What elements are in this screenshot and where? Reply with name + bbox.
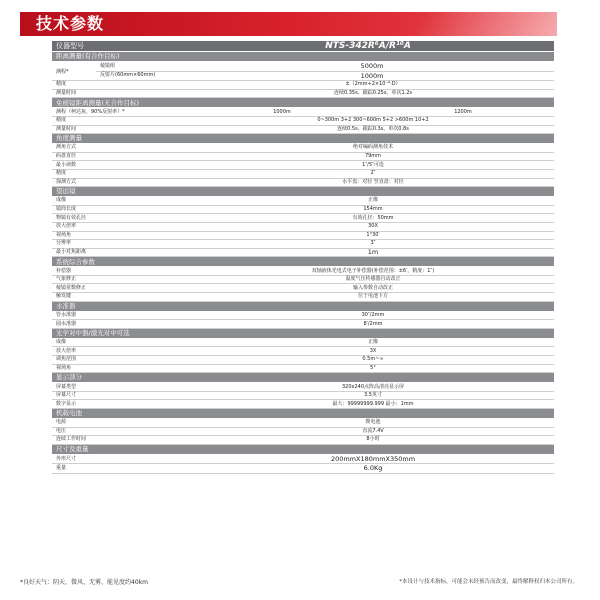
spec-label: 视场角 — [56, 231, 72, 238]
spec-value: 1m — [367, 248, 379, 257]
spec-value: 6.0Kg — [363, 464, 383, 473]
spec-label: 电源 — [56, 419, 67, 426]
spec-value: 1°30′ — [366, 231, 380, 238]
spec-label: 电压 — [56, 427, 67, 434]
spec-value: 连续0.35s、跟踪0.25s、单次1.2s — [333, 90, 413, 97]
spec-value: 有效孔径：50mm — [352, 214, 394, 221]
spec-value: 5000m — [360, 62, 384, 71]
section-header — [52, 187, 554, 197]
spec-value: 2″ — [370, 170, 376, 177]
section-title: 系统综合参数 — [56, 257, 95, 266]
spec-value: 8小时 — [366, 436, 380, 443]
spec-value: 3X — [369, 347, 377, 354]
section-header — [52, 445, 554, 455]
model-label: 仪器型号 — [56, 41, 84, 50]
spec-value: 水平盘：对径 竖直盘：对径 — [342, 178, 404, 185]
spec-label: 触发键 — [56, 293, 72, 300]
spec-row — [52, 153, 554, 162]
spec-label: 外形尺寸 — [56, 455, 77, 462]
spec-label: 成像 — [56, 339, 67, 346]
spec-sublabel: 棱镜组 — [100, 62, 116, 69]
model-header-row — [52, 41, 554, 52]
spec-row — [52, 365, 554, 374]
spec-value: 8′/2mm — [363, 320, 383, 327]
section-title: 角度测量 — [56, 134, 82, 143]
spec-row — [52, 249, 554, 258]
spec-row — [52, 356, 554, 365]
spec-row — [52, 161, 554, 170]
spec-row — [52, 108, 554, 117]
spec-row — [52, 436, 554, 445]
spec-row — [52, 320, 554, 329]
spec-value: 79mm — [364, 153, 382, 160]
spec-value: 正像 — [367, 197, 378, 204]
spec-value: 3″ — [370, 240, 376, 247]
spec-row — [52, 170, 554, 179]
spec-row — [52, 400, 554, 409]
spec-value: 温度气压传感器自动改正 — [345, 276, 401, 283]
spec-row — [96, 62, 554, 72]
section-title: 显示部分 — [56, 373, 82, 382]
spec-row — [52, 312, 554, 321]
spec-row — [52, 339, 554, 348]
spec-label: 视场角 — [56, 364, 72, 371]
spec-row — [52, 267, 554, 276]
spec-row — [52, 90, 554, 99]
spec-row — [52, 223, 554, 232]
spec-value: 直流7.4V — [362, 427, 384, 434]
spec-label: 测量时间 — [56, 90, 77, 97]
spec-value: 锂电池 — [365, 419, 381, 426]
spec-value: 双轴液体光电式电子补偿器(补偿范围：±6′，精度：1″) — [311, 267, 435, 274]
spec-row — [52, 293, 554, 302]
section-header — [52, 134, 554, 144]
spec-label: 调焦范围 — [56, 356, 77, 363]
spec-row — [52, 81, 554, 90]
section-header — [52, 329, 554, 339]
spec-value: 1″/5″可选 — [362, 161, 384, 168]
spec-row — [52, 179, 554, 188]
section-title: 尺寸及重量 — [56, 445, 89, 454]
spec-row — [52, 428, 554, 437]
section-title: 免棱镜距离测量(无合作目标) — [56, 98, 140, 107]
spec-value: 1200m — [454, 108, 472, 115]
spec-label: 物镜有效孔径 — [56, 214, 87, 221]
spec-row — [52, 284, 554, 293]
spec-label: 连续工作时间 — [56, 436, 87, 443]
spec-row — [52, 232, 554, 241]
spec-label: 屏幕尺寸 — [56, 392, 77, 399]
section-title: 光学对中器/激光对中可选 — [56, 329, 130, 338]
spec-value: 位于电池下方 — [357, 293, 388, 300]
section-header — [52, 409, 554, 419]
spec-value: ±（2mm+2×10⁻⁶·D） — [345, 81, 401, 88]
spec-value: 0.5m~∞ — [362, 356, 384, 363]
spec-value: 1000m — [360, 71, 384, 80]
spec-label: 屏幕类型 — [56, 383, 77, 390]
spec-label: 重量 — [56, 465, 67, 472]
range-label: 测程* — [52, 62, 96, 81]
section-header — [52, 52, 554, 62]
spec-label: 补偿器 — [56, 267, 72, 274]
spec-sublabel: 反射片(60mm×60mm) — [100, 72, 156, 79]
spec-value: 最大：99999999.999 最小：1mm — [332, 400, 414, 407]
spec-row — [52, 126, 554, 135]
section-header — [52, 98, 554, 108]
spec-row — [52, 206, 554, 215]
spec-label: 数字显示 — [56, 400, 77, 407]
section-header — [52, 373, 554, 383]
spec-value: 30″/2mm — [361, 311, 385, 318]
spec-label: 测程（柯达灰，90%反射率）* — [56, 108, 125, 115]
spec-label: 棱镜常数修正 — [56, 284, 87, 291]
spec-label: 精度 — [56, 117, 67, 124]
spec-row — [96, 72, 554, 82]
spec-label: 码盘直径 — [56, 153, 77, 160]
spec-value: 绝对编码测角技术 — [352, 144, 393, 151]
spec-row — [52, 144, 554, 153]
section-title: 望远镜 — [56, 187, 76, 196]
page-title: 技术参数 — [36, 14, 105, 33]
section-title: 水准器 — [56, 301, 76, 310]
spec-label: 测量时间 — [56, 125, 77, 132]
spec-row — [52, 347, 554, 356]
spec-value: 30X — [368, 223, 378, 230]
spec-label: 镜筒长度 — [56, 206, 77, 213]
spec-row — [52, 455, 554, 465]
spec-value: 正像 — [367, 339, 378, 346]
spec-label: 气象修正 — [56, 276, 77, 283]
spec-label: 管水准器 — [56, 311, 77, 318]
section-title: 机载电池 — [56, 409, 82, 418]
footnote-weather: *良好天气：阴天、微风、无雾、能见度约40km — [20, 579, 148, 586]
spec-value: 连续0.5s、跟踪0.3s、单次0.8s — [337, 125, 409, 132]
spec-label: 放大倍率 — [56, 347, 77, 354]
range-group — [52, 62, 554, 81]
spec-label: 探测方式 — [56, 178, 77, 185]
spec-label: 成像 — [56, 197, 67, 204]
spec-value: 5° — [370, 364, 376, 371]
spec-label: 圆水准器 — [56, 320, 77, 327]
spec-label: 最小读数 — [56, 161, 77, 168]
spec-label: 最小对焦距离 — [56, 248, 87, 255]
spec-value: 3.5英寸 — [364, 392, 382, 399]
title-banner — [20, 12, 557, 36]
spec-value: 320x240点阵高清亮显示屏 — [341, 383, 405, 390]
spec-row — [52, 197, 554, 206]
spec-row — [52, 392, 554, 401]
spec-row — [52, 419, 554, 428]
spec-row — [52, 383, 554, 392]
spec-value: 0~300m 3+2 300~600m 5+2 >600m 10+2 — [317, 117, 429, 124]
spec-row — [52, 117, 554, 126]
spec-value: 200mmX180mmX350mm — [330, 454, 416, 463]
spec-label: 精度 — [56, 81, 67, 88]
spec-label: 精度 — [56, 170, 67, 177]
spec-row — [52, 214, 554, 223]
spec-row — [52, 240, 554, 249]
footnote-disclaimer: *本设计与技术指标，可能会未经预告而改变，最终解释权归本公司所有。 — [399, 579, 578, 585]
spec-label: 测角方式 — [56, 144, 77, 151]
banner-highlight — [410, 12, 557, 36]
spec-label: 放大倍率 — [56, 223, 77, 230]
spec-label: 分辨率 — [56, 240, 72, 247]
spec-table — [52, 41, 554, 474]
section-header — [52, 257, 554, 267]
spec-value: 1000m — [273, 108, 291, 115]
spec-row — [52, 276, 554, 285]
section-title: 距离测量(有合作目标) — [56, 52, 120, 61]
spec-row — [52, 464, 554, 474]
spec-value: 154mm — [363, 206, 383, 213]
section-header — [52, 302, 554, 312]
model-name: NTS-342R⁶A/R¹⁰A — [325, 40, 411, 51]
spec-value: 输入参数自动改正 — [352, 284, 393, 291]
